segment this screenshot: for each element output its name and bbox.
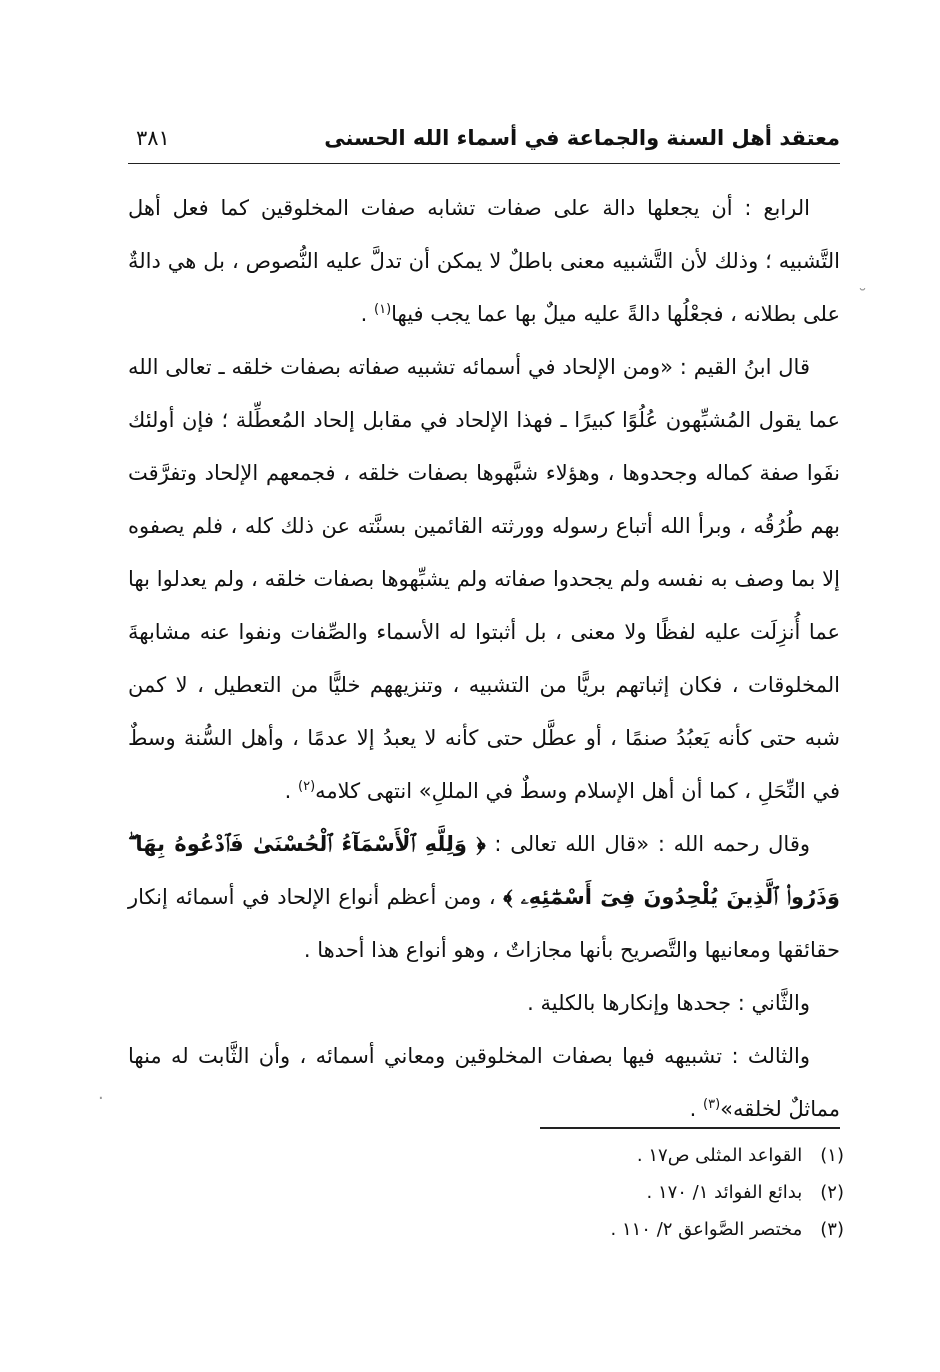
paragraph-quran-quote	[128, 818, 840, 977]
footnote-2	[244, 1174, 844, 1211]
page-header	[128, 122, 840, 162]
paragraph-text: الرابع : أن يجعلها دالة على صفات تشابه صفات المخلوقين كما فعل أهل التَّشبيه ؛ وذلك لأن التَّشبيه معنى باطلٌ لا يمكن أن تدلَّ عليه النُّصوص ، بل هي دالةٌ على بطلانه ، فجعْلُها دالةً عليه ميلٌ بها عما يجب فيها	[128, 196, 840, 326]
scan-speck: ·	[98, 1088, 104, 1109]
paragraph-end: .	[689, 1097, 703, 1121]
header-rule	[128, 163, 840, 164]
body-text	[128, 182, 840, 1136]
footnote-ref-2: (٢)	[298, 779, 316, 794]
scan-speck: ˘	[858, 286, 867, 307]
footnote-number: (٣)	[820, 1219, 844, 1240]
footnote-number: (٢)	[820, 1182, 844, 1203]
paragraph-text: والثالث : تشبيهه فيها بصفات المخلوقين ومعاني أسمائه ، وأن الثَّابت له منها مماثلٌ لخلقه»	[128, 1044, 840, 1121]
paragraph-third-type	[128, 1030, 840, 1136]
quote-intro: وقال رحمه الله : «قال الله تعالى :	[485, 832, 811, 856]
footnotes	[244, 1137, 844, 1248]
paragraph-ibn-qayyim-quote	[128, 341, 840, 818]
paragraph-fourth	[128, 182, 840, 341]
footnote-text: بدائع الفوائد ١/ ١٧٠ .	[646, 1182, 803, 1203]
footnote-3	[244, 1211, 844, 1248]
paragraph-text: قال ابنُ القيم : «ومن الإلحاد في أسمائه تشبيه صفاته بصفات خلقه ـ تعالى الله عما يقول المُشبِّهون عُلُوًا كبيرًا ـ فهذا الإلحاد في مقابل إلحاد المُعطِّلة ؛ فإن أولئك نفَوا صفة كماله وجحدوها ، وهؤلاء شبَّهوها بصفات خلقه ، فجمعهم الإلحاد وتفرَّقت بهم طُرُقُه ، وبرأ الله أتباع رسوله وورثته القائمين بسنَّته عن ذلك كله ، فلم يصفوه إلا بما وصف به نفسه ولم يجحدوا صفاته ولم يشبِّهوها بصفات خلقه ، ولم يعدلوا بها عما أُنزِلَت عليه لفظًا ولا معنى ، بل أثبتوا له الأسماء والصِّفات ونفوا عنه مشابهةَ المخلوقات ، فكان إثباتهم بريًّا من التشبيه ، وتنزيههم خليًّا من التعطيل ، لا كمن شبه حتى كأنه يَعبُدُ صنمًا ، أو عطَّل حتى كأنه لا يعبدُ إلا عدمًا ، وأهل السُّنة وسطٌ في النِّحَلِ ، كما أن أهل الإسلام وسطٌ في المللِ» انتهى كلامه	[128, 355, 840, 803]
running-title: معتقد أهل السنة والجماعة في أسماء الله الحسنى	[324, 126, 840, 150]
footnote-ref-3: (٣)	[703, 1097, 721, 1112]
footnote-1	[244, 1137, 844, 1174]
quote-continuation: ، ومن أعظم أنواع الإلحاد في أسمائه إنكار حقائقها ومعانيها والتَّصريح بأنها مجازاتٌ ، وهو أنواع هذا أحدها .	[128, 885, 840, 962]
footnote-number: (١)	[820, 1145, 844, 1166]
footnote-separator	[540, 1127, 840, 1129]
paragraph-end: .	[360, 302, 374, 326]
footnote-text: القواعد المثلى ص١٧ .	[636, 1145, 803, 1166]
footnote-ref-1: (١)	[374, 302, 392, 317]
footnote-text: مختصر الصَّواعق ٢/ ١١٠ .	[610, 1219, 803, 1240]
quran-verse: ﴿ وَلِلَّهِ ٱلْأَسْمَآءُ ٱلْحُسْنَىٰ فَٱدْعُوهُ بِهَا ۖ وَذَرُوا۟ ٱلَّذِينَ يُلْحِدُونَ فِىٓ أَسْمَٰٓئِهِۦ ﴾	[128, 832, 840, 909]
paragraph-end: .	[284, 779, 298, 803]
paragraph-second-type: والثَّاني : جحدها وإنكارها بالكلية .	[527, 991, 810, 1015]
page-number: ٣٨١	[136, 126, 170, 150]
